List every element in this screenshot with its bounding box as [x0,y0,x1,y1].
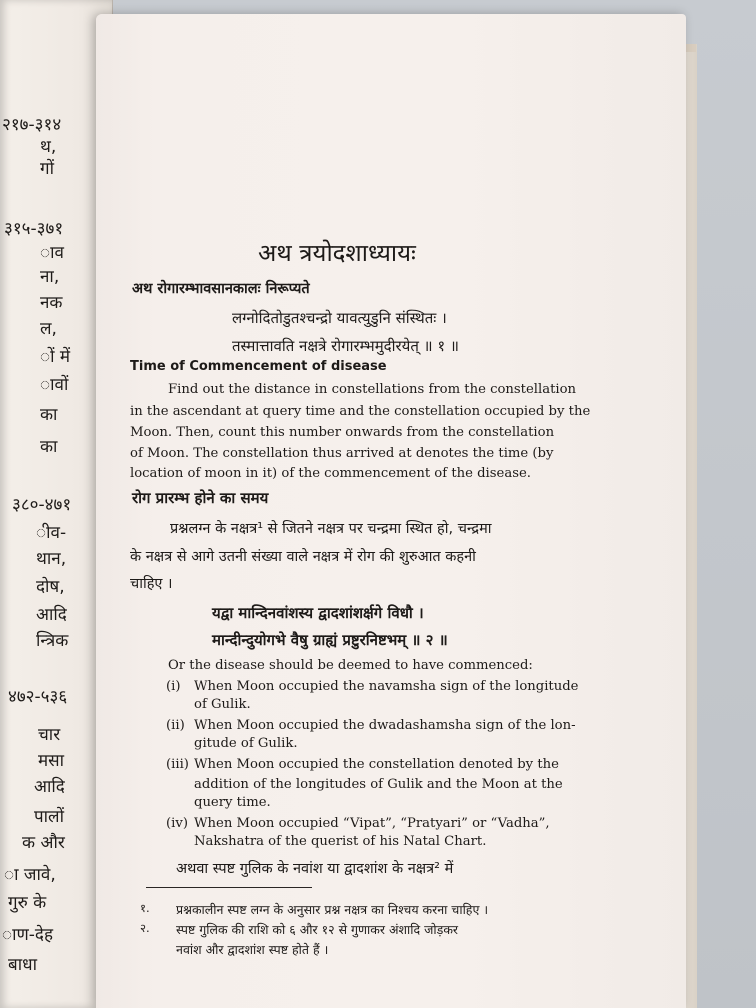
hindi-line: प्रश्नलग्न के नक्षत्र¹ से जितने नक्षत्र पर चन्द्रमा स्थित हो, चन्द्रमा [170,521,492,537]
footnote-number: २. [140,921,150,935]
item-line: Nakshatra of the querist of his Natal Chart. [194,834,487,849]
footnote-text: नवांश और द्वादशांश स्पष्ट होते हैं । [176,942,329,957]
footnote-text: प्रश्नकालीन स्पष्ट लग्न के अनुसार प्रश्न नक्षत्र का निश्चय करना चाहिए । [176,902,489,917]
hindi-heading: रोग प्रारम्भ होने का समय [132,489,269,507]
footnote-number: १. [140,901,150,915]
item-line: When Moon occupied the dwadashamsha sign of the lon- [194,718,576,733]
verse-line: लग्नोदितोडुतश्चन्द्रो यावत्युडुनि संस्थितः । [232,309,447,327]
item-line: query time. [194,795,271,810]
paragraph-line: in the ascendant at query time and the constellation occupied by the [130,404,591,419]
item-line: When Moon occupied the constellation denoted by the [194,757,559,772]
left-line: गुरु के [8,893,47,913]
left-line: थ, [40,137,57,157]
section-heading: अथ रोगारम्भावसानकालः निरूप्यते [132,281,310,297]
hindi-line: अथवा स्पष्ट गुलिक के नवांश या द्वादशांश के नक्षत्र² में [176,861,454,877]
item-number: (ii) [166,718,185,733]
left-line: क और [22,833,65,853]
left-line: ना, [40,267,60,287]
left-line: दोष, [36,577,65,597]
footnote-rule [146,887,312,888]
item-line: of Gulik. [194,697,251,712]
footnote-text: स्पष्ट गुलिक की राशि को ६ और १२ से गुणाकर अंशादि जोड़कर [176,922,459,937]
left-line: मसा [38,751,65,771]
item-line: gitude of Gulik. [194,736,298,751]
paragraph-line: Moon. Then, count this number onwards from the constellation [130,425,555,440]
left-line: आदि [34,777,65,797]
item-number: (iii) [166,757,189,772]
item-line: addition of the longitudes of Gulik and the Moon at the [194,777,563,792]
paragraph-line: of Moon. The constellation thus arrived at denotes the time (by [130,446,554,461]
item-line: When Moon occupied “Vipat”, “Pratyari” or “Vadha”, [194,816,550,831]
left-line: ीव- [36,523,67,543]
verse-line: मान्दीन्दुयोगभे वैषु ग्राह्यं प्रष्टुरनिष्टभम् ॥ २ ॥ [212,631,448,649]
paragraph-line: Or the disease should be deemed to have commenced: [168,658,533,673]
paragraph-line: location of moon in it) of the commencement of the disease. [130,466,531,481]
left-line: चार [38,725,61,745]
left-line: का [40,405,58,425]
left-line: ३१५-३७१ [4,219,64,239]
left-line: ा जावे, [4,865,56,885]
left-line: न्त्रिक [36,631,69,651]
left-line: ों में [40,347,71,367]
item-number: (iv) [166,816,188,831]
hindi-line: के नक्षत्र से आगे उतनी संख्या वाले नक्षत्र में रोग की शुरुआत कहनी [130,549,476,565]
left-line: ावों [40,375,69,395]
english-heading: Time of Commencement of disease [130,359,387,374]
verse-line: तस्मात्तावति नक्षत्रे रोगारम्भमुदीरयेत् ॥ १ ॥ [232,337,459,355]
left-line: पालों [34,807,64,827]
left-line: ३८०-४७१ [12,495,72,515]
left-line: बाधा [8,955,37,975]
left-line: ४७२-५३६ [8,687,68,707]
left-line: ाव [40,243,64,263]
item-number: (i) [166,679,181,694]
left-line: थान, [36,549,67,569]
paragraph-line: Find out the distance in constellations from the constellation [168,382,577,397]
left-line: ाण-देह [2,925,53,945]
chapter-title: अथ त्रयोदशाध्यायः [258,239,416,267]
left-line: ल, [40,319,57,339]
left-line: नक [40,293,63,313]
left-line: का [40,437,58,457]
left-line: गों [40,159,54,179]
item-line: When Moon occupied the navamsha sign of the longitude [194,679,579,694]
left-line: २१७-३१४ [2,115,62,135]
left-line: आदि [36,605,67,625]
hindi-line: चाहिए । [130,576,173,592]
verse-line: यद्वा मान्दिनवांशस्य द्वादशांशर्क्षगे विधौ । [212,604,424,622]
